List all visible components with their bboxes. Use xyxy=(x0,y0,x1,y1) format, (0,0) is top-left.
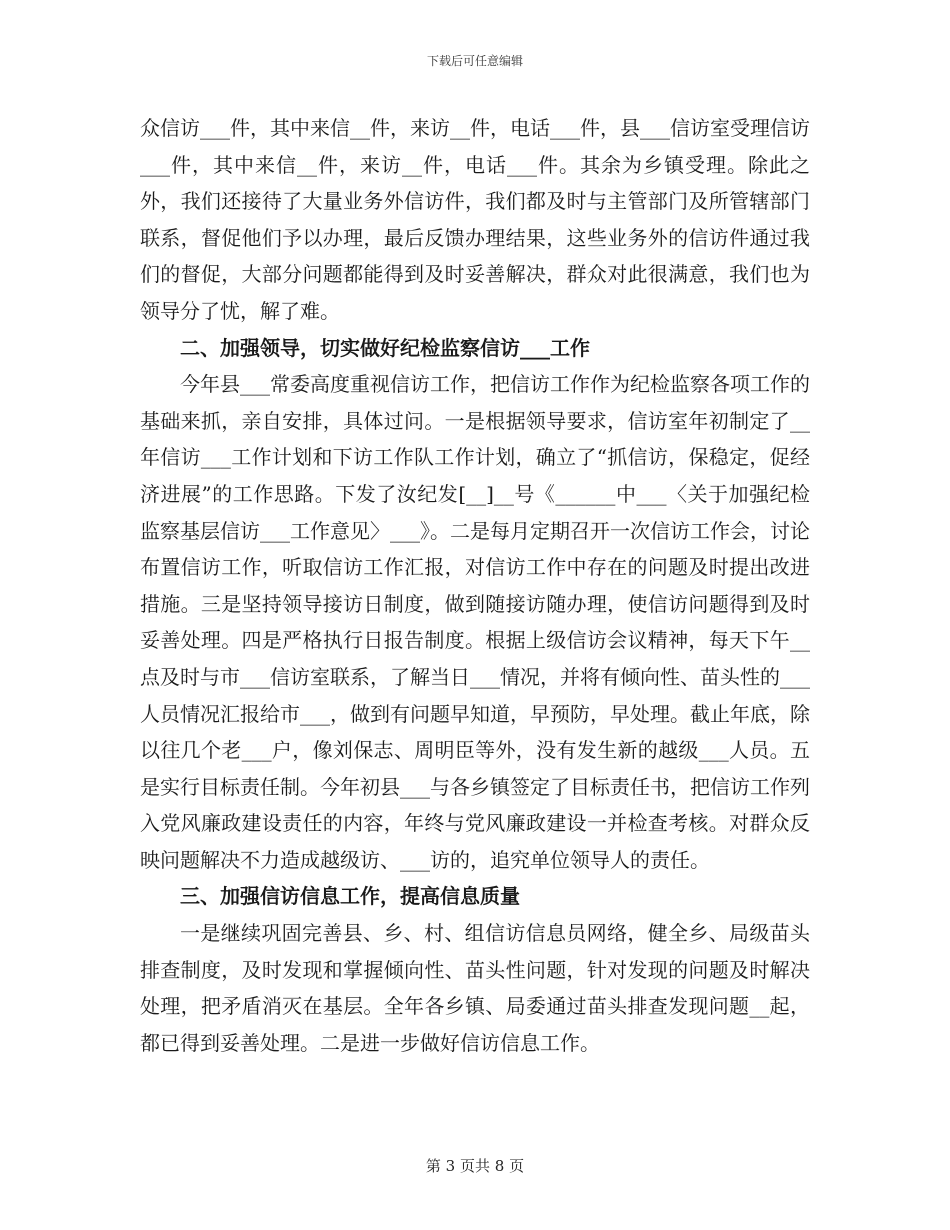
paragraph-section-3: 一是继续巩固完善县、乡、村、组信访信息员网络，健全乡、局级苗头排查制度，及时发现和掌握倾向性、苗头性问题，针对发现的问题及时解决处理，把矛盾消灭在基层。全年各乡镇、局委通过苗头排查发现问题__起，都已得到妥善处理。二是进一步做好信访信息工作。 xyxy=(140,921,810,1055)
section-heading-2: 二、加强领导，切实做好纪检监察信访___工作 xyxy=(180,335,590,360)
page-header: 下载后可任意编辑 xyxy=(426,54,523,68)
page-number: 第 3 页共 8 页 xyxy=(425,1157,525,1175)
section-heading-3: 三、加强信访信息工作，提高信息质量 xyxy=(180,884,520,909)
paragraph-section-2: 今年县___常委高度重视信访工作，把信访工作作为纪检监察各项工作的基础来抓，亲自安排，具体过问。一是根据领导要求，信访室年初制定了__年信访___工作计划和下访工作队工作计划，确立了“抓信访，保稳定，促经济进展”的工作思路。下发了汝纪发[__]__号《______中___〈关于加强纪检监察基层信访___工作意见〉___》。二是每月定期召开一次信访工作会，讨论布置信访工作，听取信访工作汇报，对信访工作中存在的问题及时提出改进措施。三是坚持领导接访日制度，做到随接访随办理，使信访问题得到及时妥善处理。四是严格执行日报告制度。根据上级信访会议精神，每天下午__点及时与市___信访室联系，了解当日___情况，并将有倾向性、苗头性的___人员情况汇报给市___，做到有问题早知道，早预防，早处理。截止年底，除以往几个老___户，像刘保志、周明臣等外，没有发生新的越级___人员。五是实行目标责任制。今年初县___与各乡镇签定了目标责任书，把信访工作列入党风廉政建设责任的内容，年终与党风廉政建设一并检查考核。对群众反映问题解决不力造成越级访、___访的，追究单位领导人的责任。 xyxy=(140,372,810,872)
paragraph-continuation: 众信访___件，其中来信__件，来访__件，电话___件，县___信访室受理信访___件，其中来信__件，来访__件，电话___件。其余为乡镇受理。除此之外，我们还接待了大量业务外信访件，我们都及时与主管部门及所管辖部门联系，督促他们予以办理，最后反馈办理结果，这些业务外的信访件通过我们的督促，大部分问题都能得到及时妥善解决，群众对此很满意，我们也为领导分了忧，解了难。 xyxy=(140,116,810,323)
document-body xyxy=(140,110,810,1061)
